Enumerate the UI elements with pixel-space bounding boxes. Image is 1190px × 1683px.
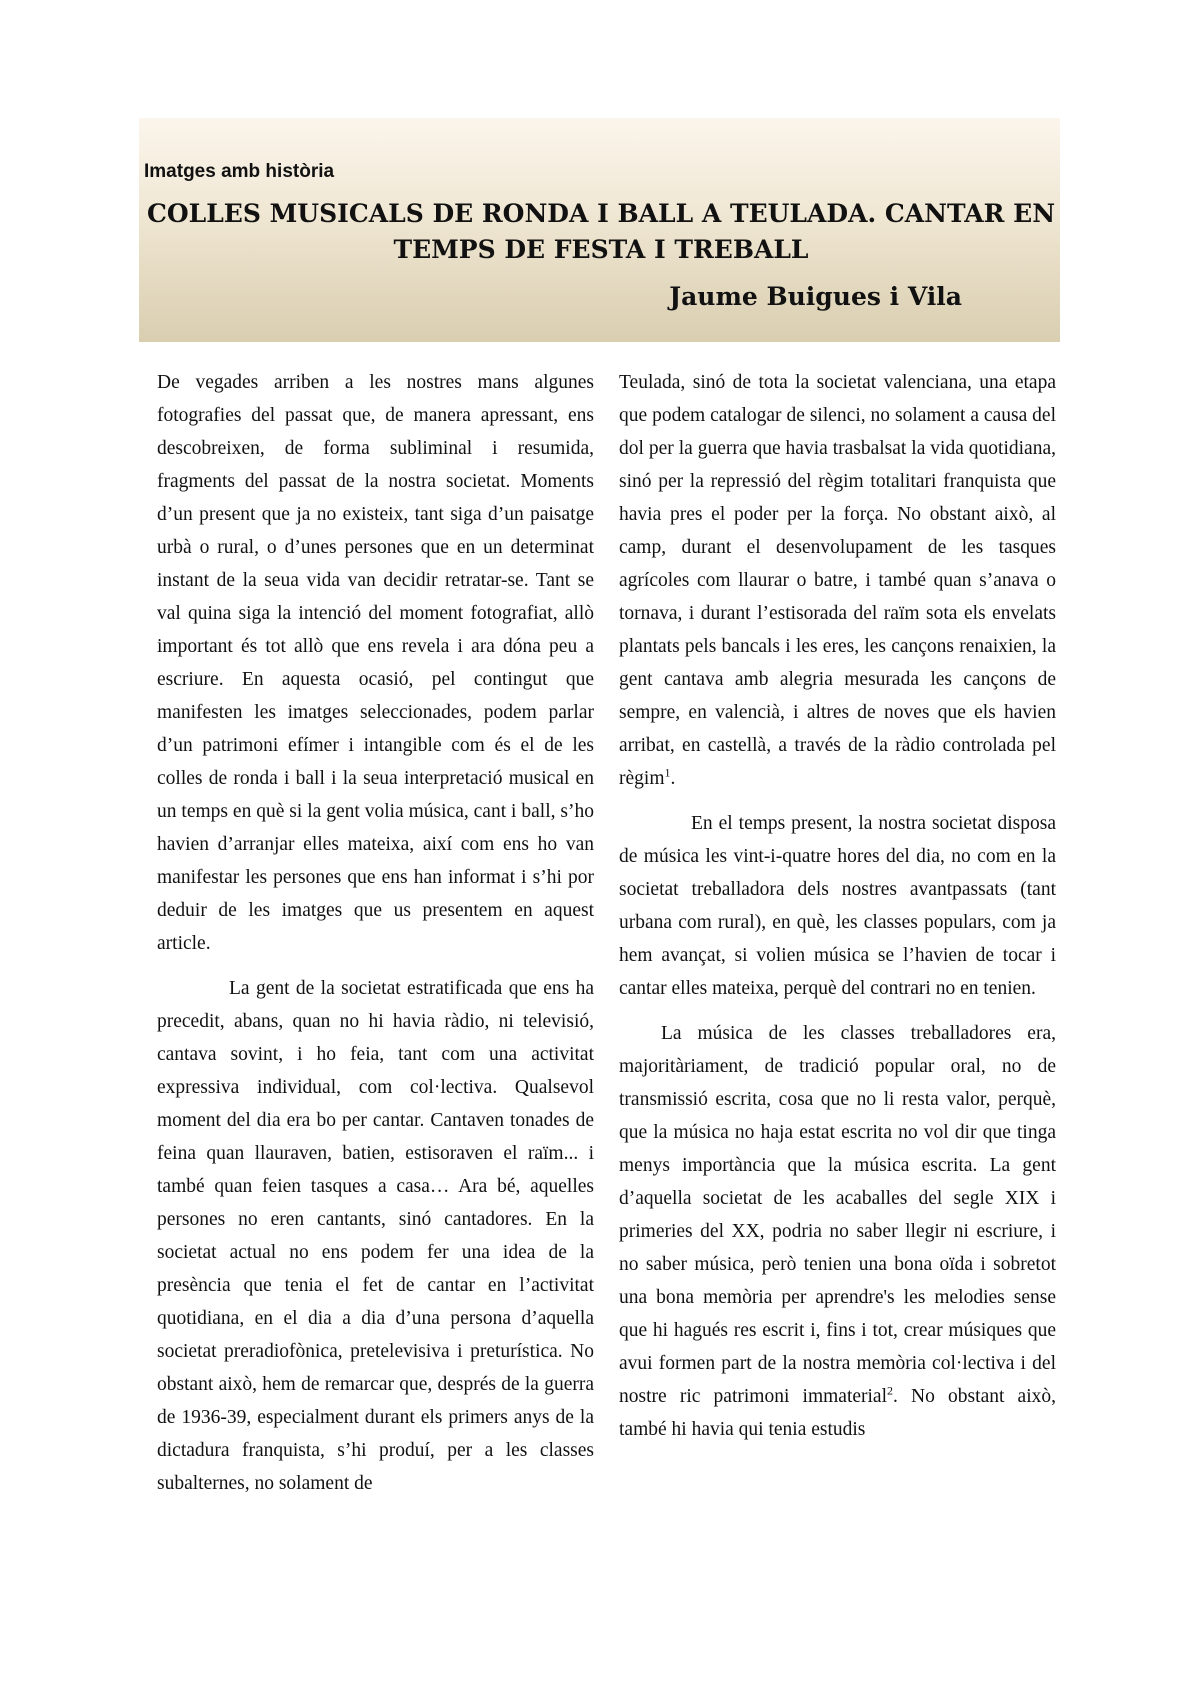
article-title: COLLES MUSICALS DE RONDA I BALL A TEULADA. CANTAR EN TEMPS DE FESTA I TREBALL bbox=[146, 199, 1056, 264]
paragraph-text-end: . bbox=[670, 768, 676, 789]
paragraph: La gent de la societat estratificada que ens ha precedit, abans, quan no hi havia ràdio, ni televisió, cantava sovint, i ho feia, tant com una activitat expressiva individual, com col·lectiva. Qualsevol moment del dia era bo per cantar. Cantaven tonades de feina quan llauraven, batien, estisoraven el raïm... i també quan feien tasques a casa… Ara bé, aquelles persones no eren cantants, sinó cantadores. En la societat actual no ens podem fer una idea de la presència que tenia el fet de cantar en l’activitat quotidiana, en el dia a dia d’una persona d’aquella societat preradiofònica, pretelevisiva i preturística. No obstant això, hem de remarcar que, després de la guerra de 1936-39, especialment durant els primers anys de la dictadura franquista, s’hi produí, per a les classes subalternes, no solament de bbox=[157, 978, 594, 1494]
paragraph bbox=[619, 366, 1056, 795]
paragraph bbox=[619, 1017, 1056, 1446]
paragraph: En el temps present, la nostra societat disposa de música les vint-i-quatre hores del dia, no com en la societat treballadora dels nostres avantpassats (tant urbana com rural), en què, les classes populars, com ja hem avançat, si volien música se l’havien de tocar i cantar elles mateixa, perquè del contrari no en tenien. bbox=[619, 813, 1056, 999]
footnote-ref-1[interactable]: 1 bbox=[664, 765, 671, 780]
paragraph: De vegades arriben a les nostres mans algunes fotografies del passat que, de manera apressant, ens descobreixen, de forma subliminal i resumida, fragments del passat de la nostra societat. Moments d’un present que ja no existeix, tant siga d’un paisatge urbà o rural, o d’unes persones que en un determinat instant de la seua vida van decidir retratar-se. Tant se val quina siga la intenció del moment fotografiat, allò important és tot allò que ens revela i ara dóna peu a escriure. En aquesta ocasió, pel contingut que manifesten les imatges seleccionades, podem parlar d’un patrimoni efímer i intangible com és el de les colles de ronda i ball i la seua interpretació musical en un temps en què si la gent volia música, cant i ball, s’ho havien d’arranjar elles mateixa, així com ens ho van manifestar les persones que ens han informat i s’hi por deduir de les imatges que us presentem en aquest article. bbox=[157, 372, 594, 954]
left-column bbox=[157, 366, 594, 1512]
paragraph-text: La música de les classes treballadores era, majoritàriament, de tradició popular oral, no de transmissió escrita, cosa que no li resta valor, perquè, que la música no haja estat escrita no vol dir que tinga menys importància que la música escrita. La gent d’aquella societat de les acaballes del segle XIX i primeries del XX, podria no saber llegir ni escriure, i no saber música, però tenien una bona oïda i sobretot una bona memòria per aprendre's les melodies sense que hi hagués res escrit i, fins i tot, crear músiques que avui formen part de la nostra memòria col·lectiva i del nostre ric patrimoni immaterial bbox=[619, 1023, 1056, 1407]
footnote-ref-2[interactable]: 2 bbox=[887, 1383, 894, 1398]
article-author: Jaume Buigues i Vila bbox=[669, 282, 962, 311]
paragraph-text-end: . No obstant això, també hi havia qui tenia estudis bbox=[619, 1386, 1056, 1440]
paragraph-text: Teulada, sinó de tota la societat valenciana, una etapa que podem catalogar de silenci, no solament a causa del dol per la guerra que havia trasbalsat la vida quotidiana, sinó per la repressió del règim totalitari franquista que havia pres el poder per la força. No obstant això, al camp, durant el desenvolupament de les tasques agrícoles com llaurar o batre, i també quan s’anava o tornava, i durant l’estisorada del raïm sota els envelats plantats pels bancals i les eres, les cançons renaixien, la gent cantava amb alegria mesurada les cançons de sempre, en valencià, i altres de noves que els havien arribat, en castellà, a través de la ràdio controlada pel règim bbox=[619, 372, 1056, 789]
right-column bbox=[619, 366, 1056, 1458]
section-label: Imatges amb història bbox=[144, 161, 335, 182]
